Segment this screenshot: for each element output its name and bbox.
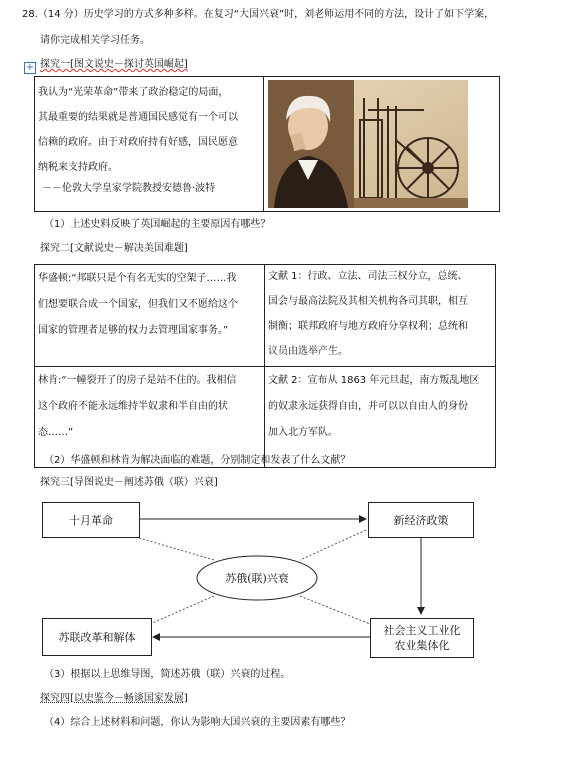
explore1-source: －－伦敦大学皇家学院教授安德鲁·波特	[42, 183, 216, 194]
node-october-revolution: 十月革命	[42, 502, 140, 538]
explore3-title: 探究三[导图说史－阐述苏俄（联）兴衰]	[40, 477, 218, 488]
explore2-title: 探究二[文献说史－解决美国难题]	[40, 243, 188, 254]
explore3-question: （3）根据以上思维导图，简述苏俄（联）兴衰的过程。	[44, 669, 291, 680]
doc2-line: 文献 2：宣布从 1863 年元旦起，南方叛乱地区	[268, 375, 480, 386]
washington-line: 华盛顿:“邦联只是个有名无实的空架子……我	[38, 273, 237, 284]
doc1-line: 制衡；联邦政府与地方政府分享权利；总统和	[268, 321, 468, 332]
node-socialist-industrialization	[370, 618, 474, 658]
doc1-line: 文献 1：行政、立法、司法三权分立，总统、	[268, 271, 468, 282]
explore4-title: 探究四[以史鉴今－畅谈国家发展]	[40, 693, 188, 704]
washington-line: 国家的管理者足够的权力去管理国家事务。”	[38, 325, 229, 336]
doc1-line: 国会与最高法院及其相关机构各司其职，相互	[268, 296, 468, 307]
quote-line: 我认为“光荣革命”带来了政治稳定的局面，	[38, 87, 229, 98]
table-anchor-icon[interactable]: +	[25, 62, 35, 73]
explore1-question: （1）上述史料反映了英国崛起的主要原因有哪些？	[44, 219, 271, 230]
quote-line: 纳税来支持政府。	[38, 162, 118, 173]
question-28-line2: 请你完成相关学习任务。	[40, 35, 150, 46]
washington-line: 们想要联合成一个国家，但我们又不愿给这个	[38, 299, 238, 310]
node-reform-dissolution: 苏联改革和解体	[42, 618, 152, 656]
node-collectivization-label: 农业集体化	[394, 639, 450, 652]
doc2-line: 的奴隶永远获得自由，并可以以自由人的身份	[268, 401, 468, 412]
question-28-line1: 28.（14 分）历史学习的方式多种多样。在复习“大国兴衰”时，刘老师运用不同的方法，设计了如下学案，	[22, 9, 495, 20]
quote-line: 信赖的政府。由于对政府持有好感，国民愿意	[38, 137, 238, 148]
lincoln-line: 林肯:“一幢裂开了的房子是站不住的。我相信	[38, 375, 237, 386]
node-center-rise-fall: 苏俄(联)兴衰	[225, 572, 289, 585]
quote-line: 其最重要的结果就是普通国民感觉有一个可以	[38, 112, 238, 123]
doc1-line: 议员由选举产生。	[268, 346, 348, 357]
explore1-title: 探究一[图文说史－探讨英国崛起]	[40, 59, 188, 70]
node-new-economic-policy: 新经济政策	[368, 502, 474, 538]
explore2-question: （2）华盛顿和林肯为解决面临的难题，分别制定和发表了什么文献？	[44, 455, 351, 466]
node-industrialization-label: 社会主义工业化	[383, 624, 461, 637]
doc2-line: 加入北方军队。	[268, 427, 338, 438]
lincoln-line: 这个政府不能永远维持半奴隶和半自由的状	[38, 401, 228, 412]
lincoln-line: 态……”	[38, 427, 74, 438]
explore4-question: （4）综合上述材料和问题，你认为影响大国兴衰的主要因素有哪些？	[44, 717, 351, 728]
